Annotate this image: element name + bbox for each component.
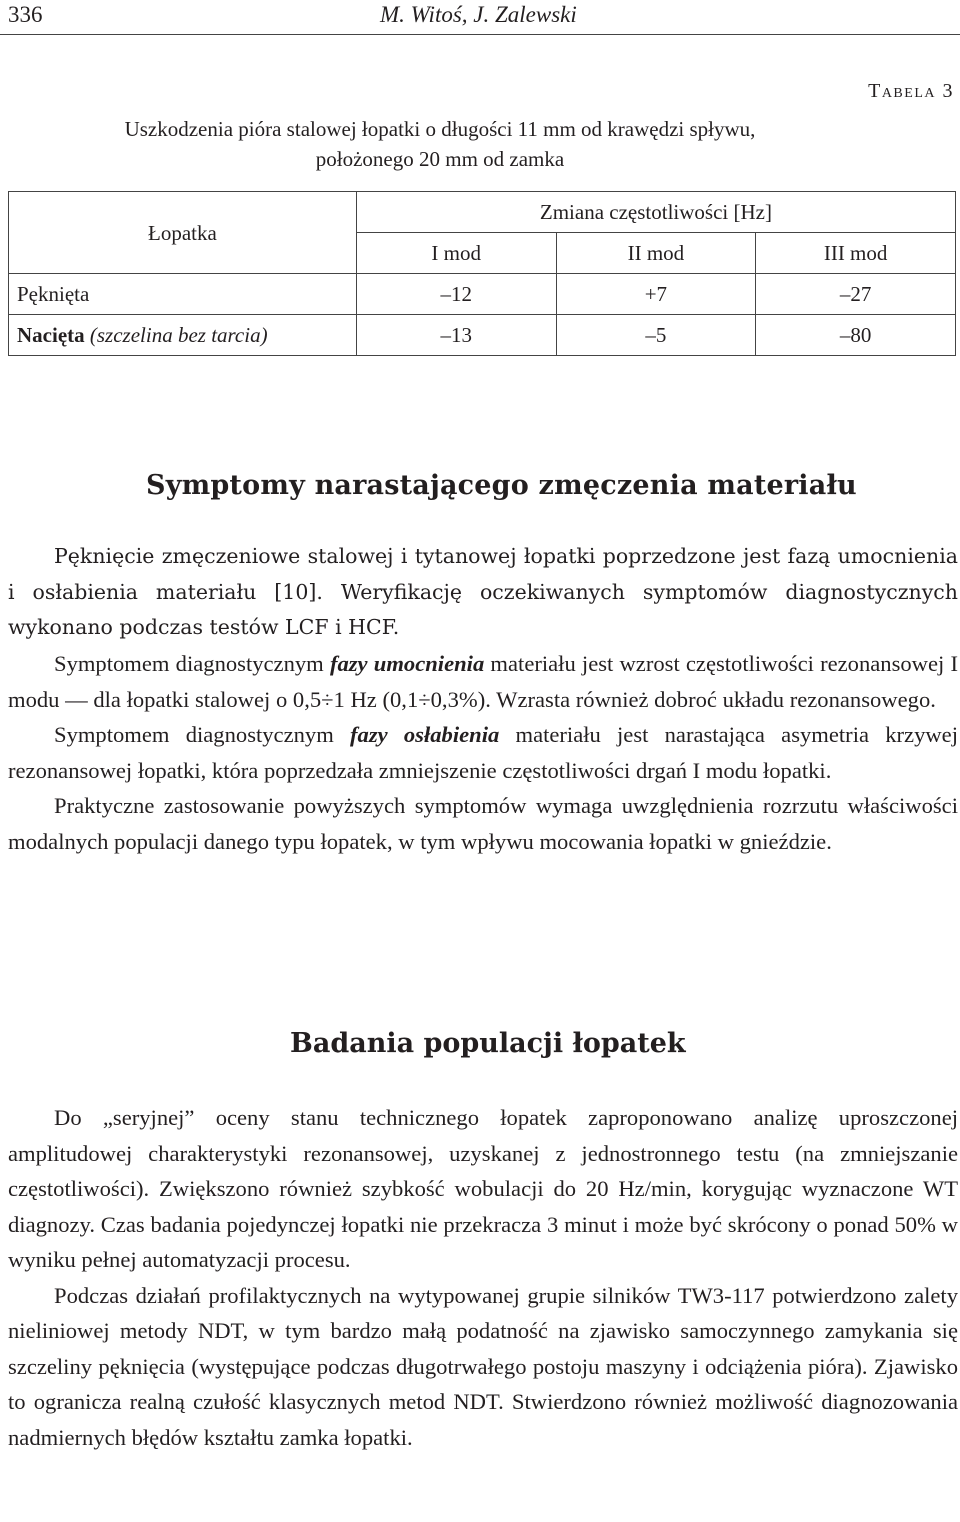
paragraph: Praktyczne zastosowanie powyższych symptomów wymaga uwzględnienia rozrzutu właściwości modalnych populacji danego typu łopatek, w tym wpływu mocowania łopatki w gnieździe. [8, 793, 958, 854]
section2-body [8, 1100, 958, 1455]
header-mode-2: II mod [556, 233, 756, 274]
table-cell: –5 [556, 315, 756, 356]
paragraph: Podczas działań profilaktycznych na wytypowanej grupie silników TW3-117 potwierdzono zalety nieliniowej metody NDT, w tym bardzo małą podatność na zjawisko samoczynnego zamykania się szczeliny pęknięcia (występujące podczas długotrwałego postoju maszyny i odciążenia pióra). Zjawisko to ogranicza realną czułość klasycznych metod NDT. Stwierdzono również możliwość diagnozowania nadmiernych błędów kształtu zamka łopatki. [8, 1282, 958, 1450]
table-header-row [9, 192, 956, 233]
table-caption [60, 114, 820, 174]
header-mode-3: III mod [756, 233, 956, 274]
table-cell: –80 [756, 315, 956, 356]
section1-body-cont [8, 646, 958, 859]
table-cell: –13 [356, 315, 556, 356]
frequency-change-table [8, 191, 956, 356]
row-label-main: Nacięta [17, 323, 85, 347]
row-label-main: Pęknięta [17, 282, 90, 306]
page-header [0, 0, 960, 35]
paragraph-text: materiału jest wzrost częstotliwości rezonansowej I modu — dla łopatki stalowej o 0,5÷1 Hz (0,1÷0,3%). Wzrasta również dobroć układu rezonansowego. [8, 651, 958, 712]
section1-body [8, 539, 958, 646]
paragraph [8, 646, 958, 717]
table-cell: –12 [356, 274, 556, 315]
table-caption-line: położonego 20 mm od zamka [315, 147, 565, 171]
paragraph: Pęknięcie zmęczeniowe stalowej i tytanowej łopatki poprzedzone jest fazą umocnienia i osłabienia materiału [10]. Weryfikację oczekiwanych symptomów diagnostycznych wykonano podczas testów LCF i HCF. [8, 544, 958, 639]
emphasis-text: fazy umocnienia [329, 651, 485, 676]
table-cell: +7 [556, 274, 756, 315]
section-heading: Badania populacji łopatek [290, 1028, 686, 1059]
emphasis-text: fazy osłabienia [350, 722, 500, 747]
table-label: Tabela 3 [868, 80, 954, 102]
table-cell: –27 [756, 274, 956, 315]
table-row [9, 315, 956, 356]
page-number: 336 [8, 2, 43, 27]
table-caption-line: Uszkodzenia pióra stalowej łopatki o długości 11 mm od krawędzi spływu, [124, 117, 756, 141]
row-label [9, 274, 357, 315]
paragraph [8, 717, 958, 788]
row-label [9, 315, 357, 356]
paragraph: Do „seryjnej” oceny stanu technicznego łopatek zaproponowano analizę uproszczonej amplitudowej charakterystyki rezonansowej, uzyskanej z jednostronnego testu (na zmniejszanie częstotliwości). Zwiększono również szybkość wobulacji do 20 Hz/min, korygując wyznaczone WT diagnozy. Czas badania pojedynczej łopatki nie przekracza 3 minut i może być skrócony o ponad 50% w wyniku pełnej automatyzacji procesu. [8, 1105, 958, 1272]
header-frequency-change: Zmiana częstotliwości [Hz] [356, 192, 955, 233]
row-label-note: (szczelina bez tarcia) [89, 323, 268, 347]
section-heading: Symptomy narastającego zmęczenia materiału [146, 470, 857, 501]
paragraph-text: materiału jest narastająca asymetria krzywej rezonansowej łopatki, która poprzedzała zmniejszenie częstotliwości drgań I modu łopatki. [8, 722, 958, 783]
header-blade: Łopatka [9, 192, 357, 274]
table-row [9, 274, 956, 315]
paragraph-text: Symptomem diagnostycznym [54, 651, 330, 676]
header-mode-1: I mod [356, 233, 556, 274]
running-head: M. Witoś, J. Zalewski [380, 2, 577, 27]
paragraph-text: Symptomem diagnostycznym [54, 722, 351, 747]
